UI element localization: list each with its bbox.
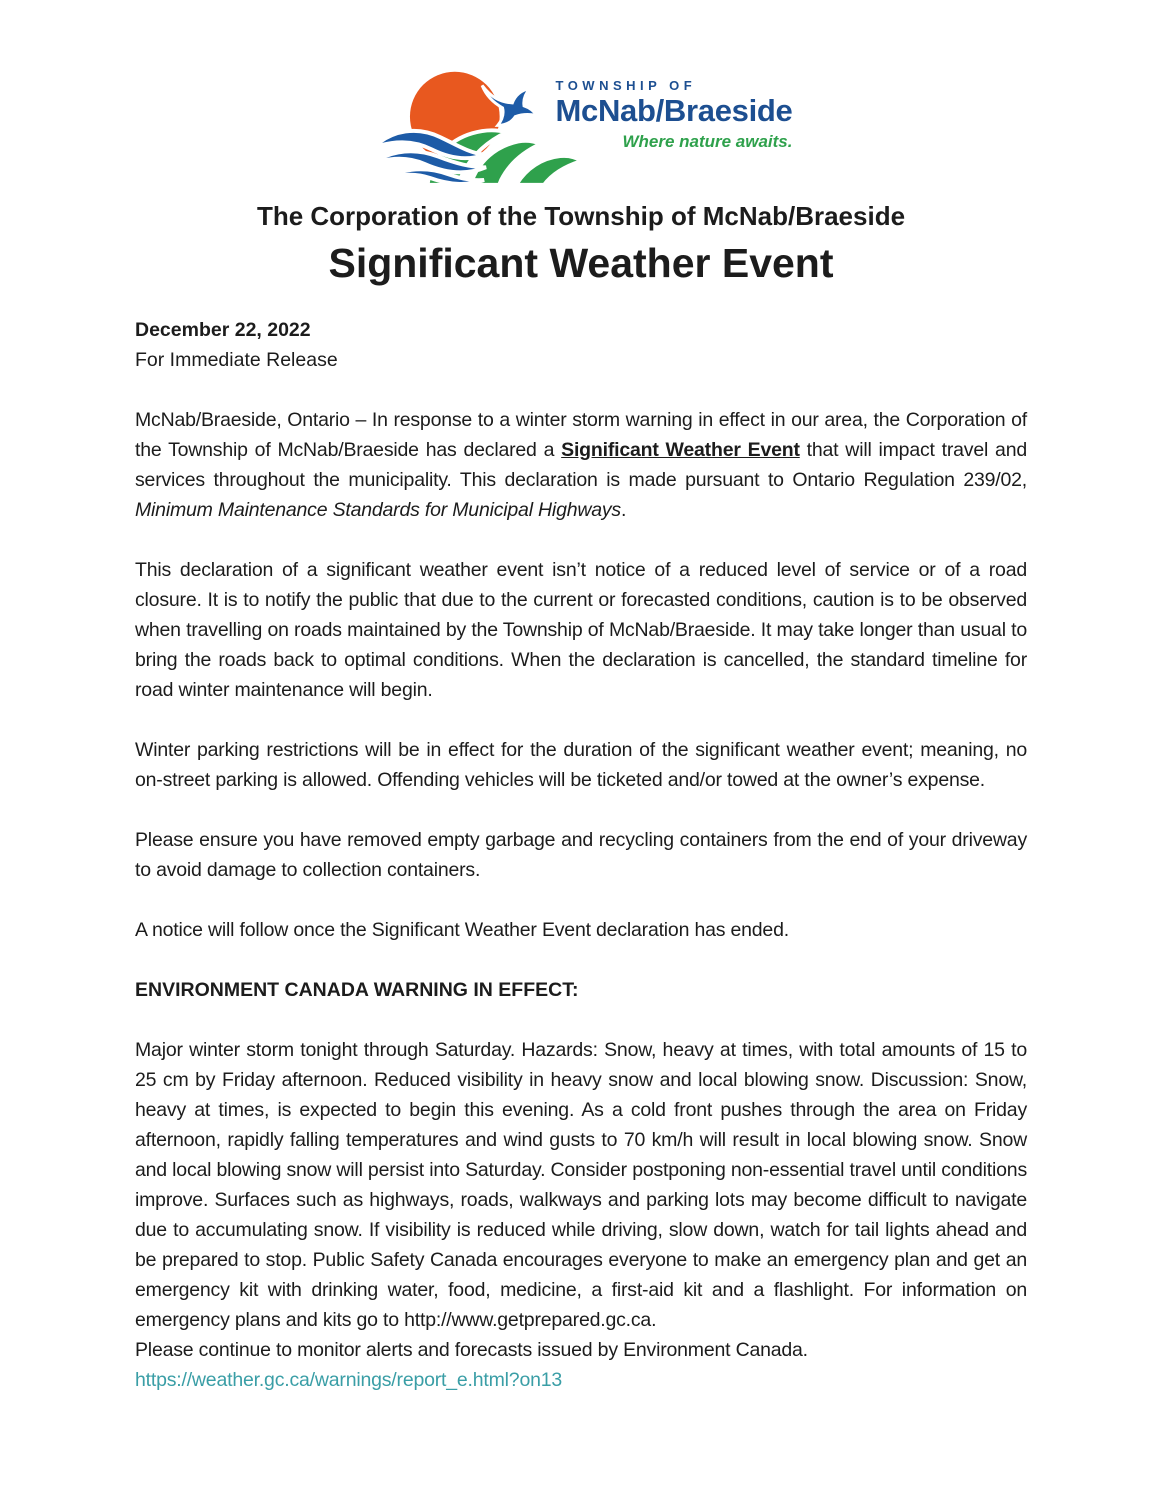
weather-link-line <box>135 1365 1027 1395</box>
logo-tagline: Where nature awaits. <box>622 131 793 151</box>
release-line: For Immediate Release <box>135 349 338 371</box>
release-date: December 22, 2022 <box>135 319 311 341</box>
paragraph-garbage-containers: Please ensure you have removed empty garbage and recycling containers from the end of your driveway to avoid damage to collection containers. <box>135 829 1027 881</box>
environment-canada-heading: ENVIRONMENT CANADA WARNING IN EFFECT: <box>135 979 579 1001</box>
logo-township-of: TOWNSHIP OF <box>555 78 697 93</box>
release-meta <box>135 315 1027 375</box>
page-title: Significant Weather Event <box>328 240 834 286</box>
paragraph-declaration: McNab/Braeside, Ontario – In response to a winter storm warning in effect in our area, the Corporation of the Township of McNab/Braeside has declared a Significant Weather Event that will impact travel and services throughout the municipality. This declaration is made pursuant to Ontario Regulation 239/02, Minimum Maintenance Standards for Municipal Highways. <box>135 409 1027 521</box>
paragraph-parking-restrictions: Winter parking restrictions will be in effect for the duration of the significant weather event; meaning, no on-street parking is allowed. Offending vehicles will be ticketed and/or towed at the owner’s expense. <box>135 739 1027 791</box>
org-line: The Corporation of the Township of McNab/Braeside <box>256 201 906 231</box>
weather-warnings-link[interactable]: https://weather.gc.ca/warnings/report_e.html?on13 <box>135 1369 563 1391</box>
paragraph-storm-warning: Major winter storm tonight through Saturday. Hazards: Snow, heavy at times, with total amounts of 15 to 25 cm by Friday afternoon. Reduced visibility in heavy snow and local blowing snow. Discussion: Snow, heavy at times, is expected to begin this evening. As a cold front pushes through the area on Friday afternoon, rapidly falling temperatures and wind gusts to 70 km/h will result in local blowing snow. Snow and local blowing snow will persist into Saturday. Consider postponing non-essential travel until conditions improve. Surfaces such as highways, roads, walkways and parking lots may become difficult to navigate due to accumulating snow. If visibility is reduced while driving, slow down, watch for tail lights ahead and be prepared to stop. Public Safety Canada encourages everyone to make an emergency plan and get an emergency kit with drinking water, food, medicine, a first-aid kit and a flashlight. For information on emergency plans and kits go to http://www.getprepared.gc.ca. <box>135 1039 1027 1331</box>
logo-municipality-name: McNab/Braeside <box>555 93 793 128</box>
paragraph-end-notice: A notice will follow once the Significant Weather Event declaration has ended. <box>135 919 789 941</box>
township-logo-text <box>555 58 792 152</box>
township-logo <box>135 0 1027 185</box>
paragraph-monitor-alerts: Please continue to monitor alerts and forecasts issued by Environment Canada. <box>135 1339 808 1361</box>
paragraph-service-notice: This declaration of a significant weather event isn’t notice of a reduced level of service or of a road closure. It is to notify the public that due to the current or forecasted conditions, caution is to be observed when travelling on roads maintained by the Township of McNab/Braeside. It may take longer than usual to bring the roads back to optimal conditions. When the declaration is cancelled, the standard timeline for road winter maintenance will begin. <box>135 559 1027 701</box>
